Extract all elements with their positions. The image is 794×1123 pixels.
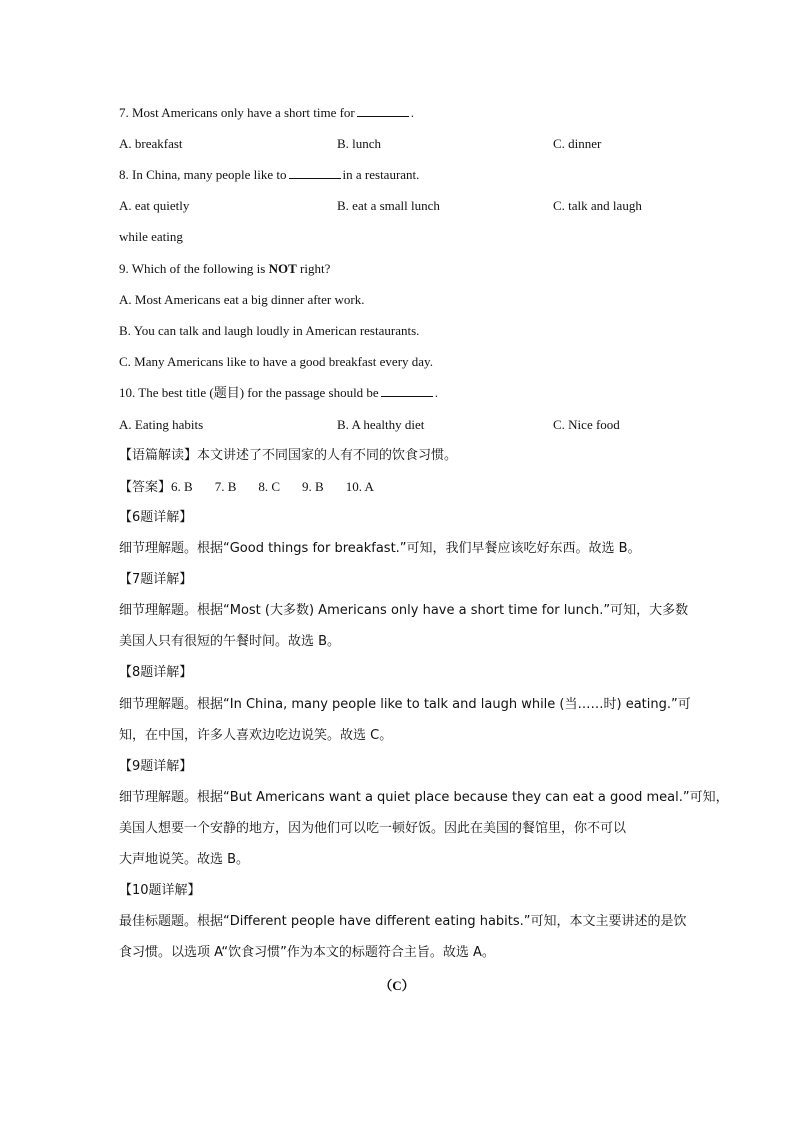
option-a: A. eat quietly (119, 198, 190, 213)
detail-8-heading: 【8题详解】 (119, 665, 193, 680)
answer-item: 9. B (302, 479, 324, 494)
detail-8-text: 细节理解题。根据“In China, many people like to talk and laugh while (当……时) eating.”可 (119, 697, 691, 712)
option-c: C. Many Americans like to have a good breakfast every day. (119, 354, 433, 369)
detail-7-heading: 【7题详解】 (119, 572, 193, 587)
option-a: A. Most Americans eat a big dinner after work. (119, 292, 365, 307)
answer-item: 7. B (214, 479, 237, 494)
answer-key (119, 478, 396, 497)
option-c-continued: while eating (119, 229, 183, 244)
option-b: B. lunch (337, 136, 382, 151)
option-a: A. breakfast (119, 136, 183, 151)
question-10-stem (119, 384, 438, 402)
section-label: （C） (379, 978, 415, 993)
question-10-text: 10. The best title (题目) for the passage should be (119, 385, 379, 400)
detail-10-text: 最佳标题题。根据“Different people have different eating habits.”可知，本文主要讲述的是饮 (119, 914, 687, 929)
detail-9-heading: 【9题详解】 (119, 759, 193, 774)
question-10-options (119, 416, 679, 434)
option-b: B. eat a small lunch (337, 198, 440, 213)
detail-9-text: 大声地说笑。故选 B。 (119, 852, 250, 867)
question-10-text-end: . (434, 385, 438, 400)
question-9-text: 9. Which of the following is (119, 261, 266, 276)
question-8-text: 8. In China, many people like to (119, 167, 287, 182)
question-8-stem (119, 166, 419, 184)
question-8-options (119, 197, 679, 215)
answer-blank (289, 166, 341, 179)
detail-9-text: 细节理解题。根据“But Americans want a quiet place because they can eat a good meal.”可知， (119, 790, 729, 805)
question-7-stem (119, 104, 414, 122)
detail-10-heading: 【10题详解】 (119, 883, 201, 898)
detail-6-heading: 【6题详解】 (119, 510, 193, 525)
answer-blank (381, 384, 433, 397)
option-b: B. A healthy diet (337, 417, 425, 432)
question-9-text-end: right? (300, 261, 331, 276)
option-a: A. Eating habits (119, 417, 204, 432)
question-9-stem (119, 260, 330, 278)
answer-item: 10. A (345, 479, 374, 494)
question-8-text-end: in a restaurant. (342, 167, 420, 182)
option-c: C. dinner (553, 136, 602, 151)
detail-10-text: 食习惯。以选项 A“饮食习惯”作为本文的标题符合主旨。故选 A。 (119, 945, 495, 960)
question-7-text: 7. Most Americans only have a short time for (119, 105, 355, 120)
passage-analysis: 【语篇解读】本文讲述了不同国家的人有不同的饮食习惯。 (119, 448, 458, 463)
answer-blank (357, 104, 409, 117)
detail-7-text: 美国人只有很短的午餐时间。故选 B。 (119, 634, 341, 649)
detail-7-text: 细节理解题。根据“Most (大多数) Americans only have a short time for lunch.”可知，大多数 (119, 603, 689, 618)
detail-6-text: 细节理解题。根据“Good things for breakfast.”可知，我们早餐应该吃好东西。故选 B。 (119, 541, 641, 556)
option-b: B. You can talk and laugh loudly in American restaurants. (119, 323, 420, 338)
option-c: C. Nice food (553, 417, 620, 432)
answer-item: 8. C (258, 479, 281, 494)
detail-9-text: 美国人想要一个安静的地方，因为他们可以吃一顿好饭。因此在美国的餐馆里，你不可以 (119, 821, 627, 836)
detail-8-text: 知，在中国，许多人喜欢边吃边说笑。故选 C。 (119, 728, 393, 743)
question-7-options (119, 135, 679, 153)
answer-key-label: 【答案】 (119, 480, 172, 495)
option-c: C. talk and laugh (553, 198, 642, 213)
question-7-text-end: . (410, 105, 415, 120)
answer-item: 6. B (171, 479, 193, 494)
question-9-emphasis: NOT (268, 261, 297, 276)
